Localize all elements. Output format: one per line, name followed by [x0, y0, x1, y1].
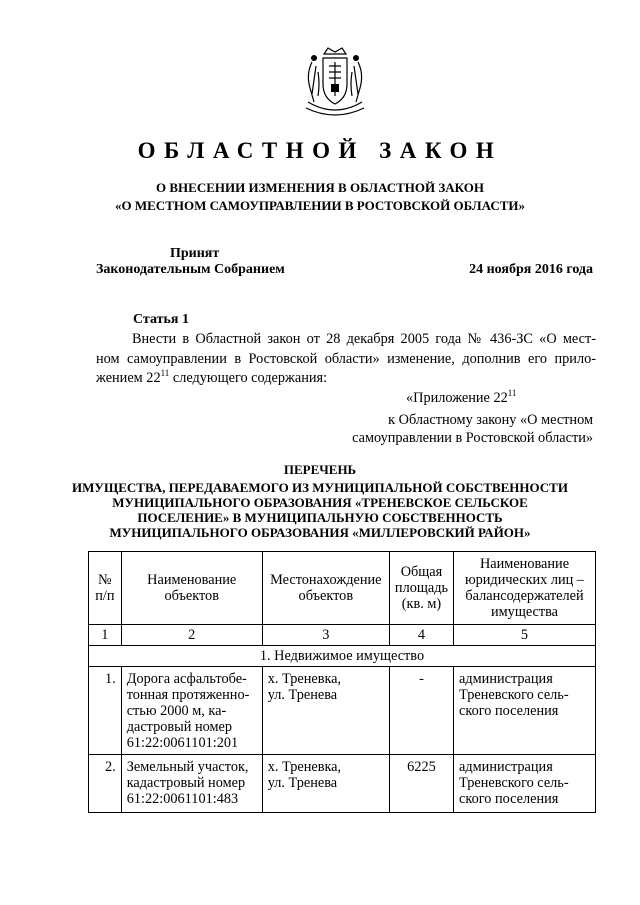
list-title: ПЕРЕЧЕНЬ — [283, 462, 357, 477]
article-text-line-2: ном самоуправлении в Ростовской области» изменение, дополнив его прило- — [96, 350, 596, 367]
row-number: 1. — [89, 667, 122, 755]
column-number: 2 — [121, 625, 262, 646]
appendix-heading: «Приложение $22^{11}$ — [406, 388, 517, 406]
property-table — [88, 551, 596, 813]
row-location: х. Треневка, ул. Тренева — [262, 755, 389, 813]
adopted-by: Законодательным Собранием — [96, 262, 285, 277]
table-section-row — [89, 646, 596, 667]
row-object-name: Земельный участок, кадастровый номер 61:22:0061101:483 — [121, 755, 262, 813]
header-cell-name: Наименование объектов — [121, 552, 262, 625]
adopted-label: Принят — [170, 246, 220, 261]
row-area: - — [389, 667, 453, 755]
article-text — [96, 330, 596, 389]
list-subtitle-line-1: ИМУЩЕСТВА, ПЕРЕДАВАЕМОГО ИЗ МУНИЦИПАЛЬНОЙ СОБСТВЕННОСТИ — [72, 480, 568, 495]
coat-of-arms-emblem — [298, 44, 372, 120]
table-header-row — [89, 552, 596, 625]
list-subtitle-line-3: ПОСЕЛЕНИЕ» В МУНИЦИПАЛЬНУЮ СОБСТВЕННОСТЬ — [137, 510, 503, 525]
article-title: Статья 1 — [133, 312, 189, 327]
row-holder: администрация Треневского сель- ского поселения — [454, 667, 596, 755]
row-area: 6225 — [389, 755, 453, 813]
adoption-date: 24 ноября 2016 года — [469, 262, 593, 277]
row-object-name: Дорога асфальтобе- тонная протяженно- стью 2000 м, ка- дастровый номер 61:22:0061101:201 — [121, 667, 262, 755]
table-row — [89, 667, 596, 755]
appendix-ref-line-1: к Областному закону «О местном — [388, 412, 593, 428]
column-number: 1 — [89, 625, 122, 646]
row-number: 2. — [89, 755, 122, 813]
law-subtitle-line-1: О ВНЕСЕНИИ ИЗМЕНЕНИЯ В ОБЛАСТНОЙ ЗАКОН — [156, 180, 484, 195]
law-subtitle-line-2: «О МЕСТНОМ САМОУПРАВЛЕНИИ В РОСТОВСКОЙ ОБЛАСТИ» — [115, 198, 525, 213]
list-subtitle-line-4: МУНИЦИПАЛЬНОГО ОБРАЗОВАНИЯ «МИЛЛЕРОВСКИЙ РАЙОН» — [109, 525, 531, 540]
header-cell-holder: Наименование юридических лиц – балансодержателей имущества — [454, 552, 596, 625]
column-number: 5 — [454, 625, 596, 646]
row-location: х. Треневка, ул. Тренева — [262, 667, 389, 755]
list-subtitle-line-2: МУНИЦИПАЛЬНОГО ОБРАЗОВАНИЯ «ТРЕНЕВСКОЕ СЕЛЬСКОЕ — [112, 495, 528, 510]
header-cell-location: Местонахождение объектов — [262, 552, 389, 625]
section-title: 1. Недвижимое имущество — [89, 646, 596, 667]
table-column-numbers-row — [89, 625, 596, 646]
header-cell-area: Общая площадь (кв. м) — [389, 552, 453, 625]
header-cell-num: № п/п — [89, 552, 122, 625]
table-row — [89, 755, 596, 813]
article-text-line-1: Внести в Областной закон от 28 декабря 2005 года № 436-ЗС «О мест- — [132, 331, 596, 347]
appendix-ref-line-2: самоуправлении в Ростовской области» — [352, 430, 593, 446]
column-number: 4 — [389, 625, 453, 646]
article-text-line-3: жением $22^{11}$ следующего содержания: — [96, 368, 328, 386]
law-title: ОБЛАСТНОЙ ЗАКОН — [137, 138, 503, 163]
column-number: 3 — [262, 625, 389, 646]
row-holder: администрация Треневского сель- ского поселения — [454, 755, 596, 813]
